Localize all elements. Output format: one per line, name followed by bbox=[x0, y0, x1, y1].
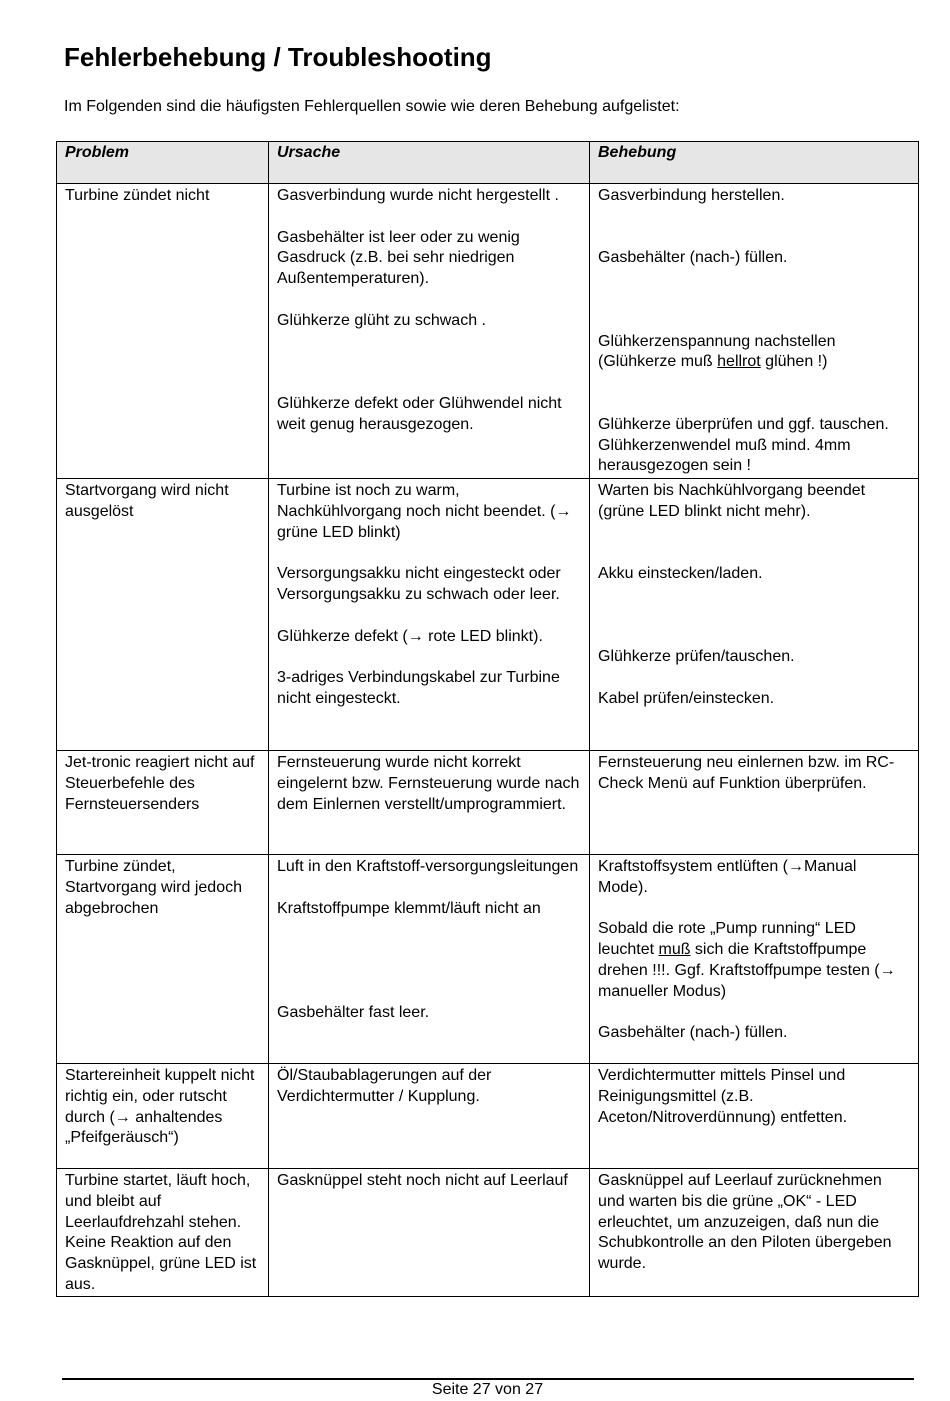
fix-item: Gasbehälter (nach-) füllen. bbox=[598, 1024, 788, 1042]
fix-item: Glühkerze überprüfen und ggf. tauschen. Glühkerzenwendel muß mind. 4mm herausgezogen sein ! bbox=[598, 415, 889, 475]
page-number: Seite 27 von 27 bbox=[431, 1381, 544, 1398]
problem-cell bbox=[57, 751, 269, 855]
problem-cell bbox=[57, 855, 269, 1064]
fix-item: Fernsteuerung neu einlernen bzw. im RC-Check Menü auf Funktion überprüfen. bbox=[598, 754, 895, 792]
fix-cell bbox=[590, 1064, 919, 1169]
underlined-text: muß bbox=[658, 941, 691, 959]
fix-item: Warten bis Nachkühlvorgang beendet (grüne LED blinkt nicht mehr). bbox=[598, 482, 866, 520]
fix-item: Akku einstecken/laden. bbox=[598, 565, 763, 583]
problem-text: Turbine startet, läuft hoch, und bleibt auf Leerlaufdrehzahl stehen. Keine Reaktion auf den Gasknüppel, grüne LED ist aus. bbox=[65, 1172, 257, 1293]
fix-item bbox=[598, 332, 910, 374]
fix-text: glühen !) bbox=[760, 353, 828, 371]
problem-cell bbox=[57, 184, 269, 479]
cause-item: Fernsteuerung wurde nicht korrekt eingelernt bzw. Fernsteuerung wurde nach dem Einlernen verstellt/umprogrammiert. bbox=[277, 754, 580, 813]
footer-divider bbox=[62, 1378, 914, 1380]
fix-text: sich die Kraftstoffpumpe drehen !!!. Ggf. Kraftstoffpumpe testen (→ manueller Modus) bbox=[598, 941, 896, 1000]
problem-text: Turbine zündet nicht bbox=[65, 187, 210, 204]
problem-text: Turbine zündet, Startvorgang wird jedoch abgebrochen bbox=[65, 858, 242, 917]
page-title: Fehlerbehebung / Troubleshooting bbox=[64, 42, 492, 72]
underlined-text: hellrot bbox=[717, 353, 761, 371]
fix-cell bbox=[590, 184, 919, 479]
cause-cell bbox=[269, 1169, 590, 1297]
fix-item: Gasknüppel auf Leerlauf zurücknehmen und warten bis die grüne „OK“ - LED erleuchtet, um anzuzeigen, daß nun die Schubkontrolle an den Piloten übergeben wurde. bbox=[598, 1172, 892, 1273]
fix-text: Glühkerzenspannung nachstellen (Glühkerze muß bbox=[598, 332, 836, 371]
header-fix: Behebung bbox=[590, 142, 919, 184]
fix-cell bbox=[590, 1169, 919, 1297]
fix-item: Kraftstoffsystem entlüften (→Manual Mode). bbox=[598, 858, 857, 896]
header-problem: Problem bbox=[57, 142, 269, 184]
table-row bbox=[57, 479, 919, 751]
table-header-row bbox=[57, 142, 919, 184]
intro-text: Im Folgenden sind die häufigsten Fehlerquellen sowie wie deren Behebung aufgelistet: bbox=[64, 98, 680, 115]
cause-cell bbox=[269, 751, 590, 855]
table-row bbox=[57, 855, 919, 1064]
cause-item: Versorgungsakku nicht eingesteckt oder Versorgungsakku zu schwach oder leer. bbox=[277, 565, 561, 603]
problem-text: Jet-tronic reagiert nicht auf Steuerbefehle des Fernsteuersenders bbox=[65, 754, 255, 813]
fix-item: Kabel prüfen/einstecken. bbox=[598, 689, 775, 707]
problem-text: Startvorgang wird nicht ausgelöst bbox=[65, 482, 229, 520]
cause-cell bbox=[269, 479, 590, 751]
fix-cell bbox=[590, 751, 919, 855]
cause-item: Glühkerze defekt (→ rote LED blinkt). bbox=[277, 627, 543, 645]
table-row bbox=[57, 184, 919, 479]
cause-item: Luft in den Kraftstoff-versorgungsleitungen bbox=[277, 858, 579, 875]
fix-cell bbox=[590, 479, 919, 751]
cause-item: Gasbehälter fast leer. bbox=[277, 1003, 430, 1021]
cause-item: Gasbehälter ist leer oder zu wenig Gasdruck (z.B. bei sehr niedrigen Außentemperaturen). bbox=[277, 228, 520, 288]
cause-item: Öl/Staubablagerungen auf der Verdichtermutter / Kupplung. bbox=[277, 1067, 492, 1105]
cause-cell bbox=[269, 855, 590, 1064]
cause-item: Turbine ist noch zu warm, Nachkühlvorgang noch nicht beendet. (→ grüne LED blinkt) bbox=[277, 482, 572, 541]
problem-cell bbox=[57, 479, 269, 751]
cause-item: Gasverbindung wurde nicht hergestellt . bbox=[277, 187, 559, 204]
fix-item bbox=[598, 919, 910, 1002]
problem-cell bbox=[57, 1064, 269, 1169]
fix-item: Gasbehälter (nach-) füllen. bbox=[598, 249, 788, 267]
cause-item: 3-adriges Verbindungskabel zur Turbine nicht eingesteckt. bbox=[277, 669, 560, 707]
table-row bbox=[57, 1169, 919, 1297]
fix-cell bbox=[590, 855, 919, 1064]
fix-item: Glühkerze prüfen/tauschen. bbox=[598, 648, 795, 666]
fix-item: Gasverbindung herstellen. bbox=[598, 187, 785, 204]
problem-cell bbox=[57, 1169, 269, 1297]
cause-cell bbox=[269, 1064, 590, 1169]
cause-item: Glühkerze glüht zu schwach . bbox=[277, 311, 486, 329]
table-row bbox=[57, 1064, 919, 1169]
fix-text: Sobald die rote „Pump running“ LED leuchtet bbox=[598, 920, 856, 959]
fix-item: Verdichtermutter mittels Pinsel und Reinigungsmittel (z.B. Aceton/Nitroverdünnung) entfetten. bbox=[598, 1067, 848, 1126]
cause-cell bbox=[269, 184, 590, 479]
troubleshooting-table bbox=[56, 141, 919, 1297]
cause-item: Glühkerze defekt oder Glühwendel nicht weit genug herausgezogen. bbox=[277, 394, 562, 433]
header-cause: Ursache bbox=[269, 142, 590, 184]
table-row bbox=[57, 751, 919, 855]
cause-item: Kraftstoffpumpe klemmt/läuft nicht an bbox=[277, 899, 541, 917]
cause-item: Gasknüppel steht noch nicht auf Leerlauf bbox=[277, 1172, 568, 1189]
problem-text: Startereinheit kuppelt nicht richtig ein, oder rutscht durch (→ anhaltendes „Pfeifgeräusch“) bbox=[65, 1067, 255, 1147]
